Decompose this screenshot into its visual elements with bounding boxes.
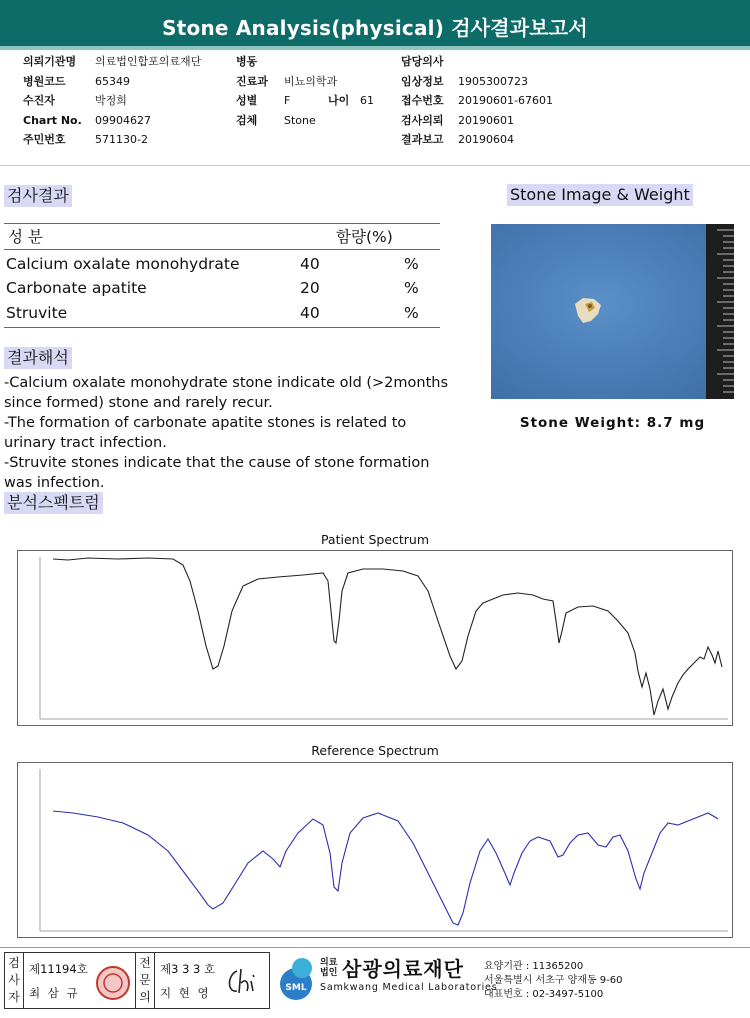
signature-box <box>4 952 270 1009</box>
reference-spectrum-graphic <box>18 763 732 937</box>
patient-spectrum-graphic <box>18 551 732 725</box>
spectrum-section-title: 분석스펙트럼 <box>4 492 103 514</box>
info-value: 비뇨의학과 <box>284 74 338 88</box>
component-name: Struvite <box>6 304 68 322</box>
info-value: F <box>284 94 291 107</box>
confirmer-label: 전문의 <box>139 956 151 1004</box>
report-banner <box>0 0 750 50</box>
patient-spectrum-title: Patient Spectrum <box>320 532 430 547</box>
confirmer-name: 지 현 영 <box>160 986 211 1000</box>
confirmer-signature <box>223 963 263 999</box>
examiner-seal <box>93 963 133 1003</box>
examiner-label: 검사자 <box>8 956 20 1004</box>
stone-photo <box>491 224 734 399</box>
age-value: 61 <box>360 94 374 107</box>
info-label: 진료과 <box>236 74 268 88</box>
info-label: 성별 <box>236 94 258 107</box>
info-label: 담당의사 <box>401 55 444 68</box>
info-label: 주민번호 <box>23 133 66 146</box>
org-phone: 대표번호 : 02-3497-5100 <box>484 989 604 1000</box>
component-value: 20 <box>300 279 320 297</box>
info-label: 검사의뢰 <box>401 113 444 127</box>
org-english-name: Samkwang Medical Laboratories <box>320 982 498 993</box>
stone-photo-graphic <box>491 224 734 399</box>
info-label: 결과보고 <box>401 133 444 146</box>
confirmer-license-no: 제3 3 3 호 <box>160 962 216 976</box>
info-col-1 <box>23 55 201 153</box>
component-value: 40 <box>300 255 320 273</box>
info-label: 접수번호 <box>401 94 444 107</box>
org-name: 삼광의료재단 <box>342 957 464 981</box>
reference-spectrum-title: Reference Spectrum <box>311 743 439 758</box>
table-bottom-rule <box>4 327 440 328</box>
info-value: 1905300723 <box>458 74 528 88</box>
stone-weight: Stone Weight: 8.7 mg <box>519 415 706 431</box>
interpretation-section-title: 결과해석 <box>4 347 72 369</box>
info-value: 20190601 <box>458 113 514 127</box>
info-value: 571130-2 <box>95 133 148 146</box>
patient-spectrum-line <box>53 558 722 715</box>
table-top-rule <box>4 223 440 224</box>
logo-text: SML <box>285 983 307 993</box>
org-address: 서울특별시 서초구 양재동 9-60 <box>484 975 623 986</box>
interpretation-line: -Struvite stones indicate that the cause of stone formation was infection. <box>4 455 430 491</box>
info-value: 09904627 <box>95 113 151 127</box>
info-value: 의료법인합포의료재단 <box>95 55 202 68</box>
component-name: Calcium oxalate monohydrate <box>6 255 240 273</box>
info-label: 수진자 <box>23 94 55 107</box>
examiner-license-no: 제11194호 <box>29 962 88 976</box>
component-unit: % <box>404 255 419 273</box>
examiner-name: 최 삼 규 <box>29 986 80 1000</box>
stone-section-title: Stone Image & Weight <box>507 184 693 206</box>
component-unit: % <box>404 304 419 322</box>
interpretation-line: -Calcium oxalate monohydrate stone indicate old (>2months since formed) stone and rarely recur. <box>4 375 449 411</box>
reference-spectrum-plot <box>17 762 733 938</box>
component-unit: % <box>404 279 419 297</box>
info-value: 박정희 <box>95 94 127 107</box>
info-value: 20190604 <box>458 133 514 146</box>
info-col-3 <box>401 55 553 153</box>
report-title: Stone Analysis(physical) 검사결과보고서 <box>162 16 588 40</box>
info-value: 20190601-67601 <box>458 94 553 107</box>
info-label: Chart No. <box>23 113 82 127</box>
col-header-content: 함량(%) <box>336 228 393 246</box>
info-col-2 <box>236 55 374 133</box>
info-label: 의뢰기관명 <box>23 55 77 68</box>
interpretation-line: -The formation of carbonate apatite stones is related to urinary tract infection. <box>4 415 407 451</box>
interpretation-text <box>4 373 476 493</box>
component-value: 40 <box>300 304 320 322</box>
report-footer <box>0 947 750 1018</box>
info-value: Stone <box>284 113 316 127</box>
patient-info-header <box>0 50 750 166</box>
patient-spectrum-plot <box>17 550 733 726</box>
sml-logo-icon <box>272 954 320 1004</box>
info-label: 임상정보 <box>401 74 444 88</box>
results-section-title: 검사결과 <box>4 185 72 207</box>
org-prefix: 의료법인 <box>320 958 338 978</box>
org-institution-code: 요양기관 : 11365200 <box>484 961 584 972</box>
age-label: 나이 <box>328 94 350 107</box>
reference-spectrum-line <box>53 811 718 925</box>
component-name: Carbonate apatite <box>6 279 147 297</box>
info-label: 검체 <box>236 113 258 127</box>
info-label: 병동 <box>236 55 258 68</box>
info-label: 병원코드 <box>23 74 66 88</box>
info-value: 65349 <box>95 74 130 88</box>
table-header-rule <box>4 249 440 250</box>
col-header-component: 성 분 <box>8 228 43 246</box>
scale-ruler <box>706 224 734 399</box>
